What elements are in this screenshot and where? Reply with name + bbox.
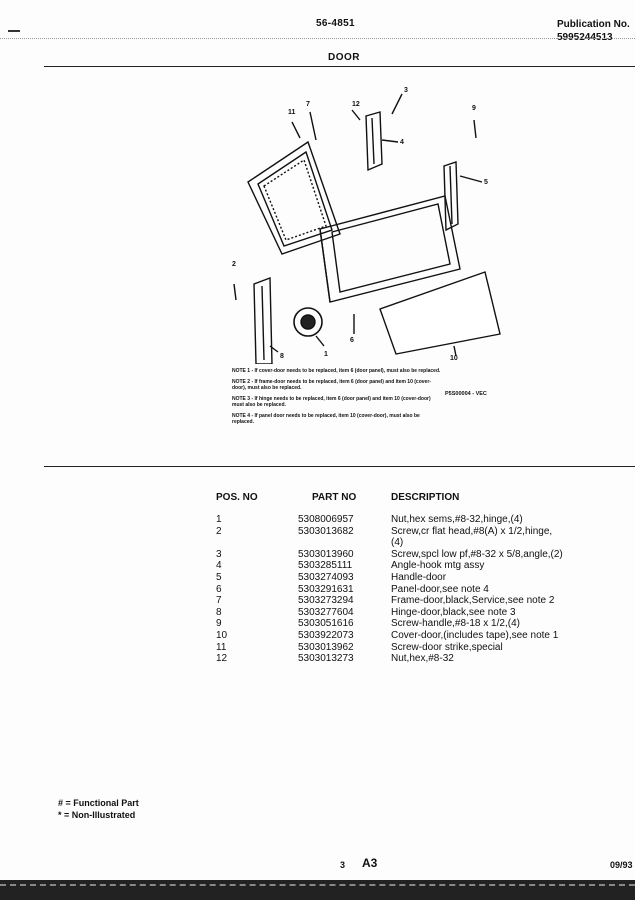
- diagram-notes: [232, 368, 442, 430]
- callout-3: 3: [404, 87, 408, 94]
- middle-rule: [44, 466, 635, 467]
- screw-part: [474, 120, 476, 138]
- description-cell: Nut,hex sems,#8-32,hinge,(4): [391, 514, 523, 525]
- pos-cell: 9: [216, 618, 222, 630]
- pos-cell: 7: [216, 595, 222, 607]
- part-number-cell: 5308006957: [298, 514, 354, 525]
- part-number-cell: 5303285111: [298, 560, 353, 572]
- description-cell: Frame-door,black,Service,see note 2: [391, 595, 555, 607]
- callout-7: 7: [306, 101, 310, 108]
- callout-6: 6: [350, 337, 354, 344]
- description-cell: Screw,spcl low pf,#8-32 x 5/8,angle,(2): [391, 548, 563, 560]
- part-number-cell: 5303013682: [298, 525, 354, 537]
- pos-cell: 3: [216, 548, 222, 560]
- scan-edge-dash: [0, 884, 635, 886]
- corner-mark: [8, 30, 20, 32]
- callout-10: 10: [450, 355, 458, 362]
- screw-part: [234, 284, 236, 300]
- part-number-cell: 5303013962: [298, 641, 354, 653]
- pos-cell: 2: [216, 525, 222, 537]
- part-number-cell: 5303051616: [298, 618, 354, 630]
- publication-label: Publication No.: [557, 19, 630, 30]
- callout-8: 8: [280, 353, 284, 360]
- description-cell: Cover-door,(includes tape),see note 1: [391, 630, 559, 641]
- publication-info: [557, 18, 630, 44]
- handle-part: [444, 162, 458, 230]
- dotted-divider: [0, 38, 635, 39]
- pos-cell: 4: [216, 560, 222, 572]
- screw-part: [292, 122, 300, 138]
- description-cell: Nut,hex,#8-32: [391, 653, 454, 665]
- publication-date: 09/93: [610, 860, 633, 870]
- pos-cell: 11: [216, 641, 227, 653]
- callout-11: 11: [288, 109, 296, 116]
- pos-cell: 5: [216, 572, 222, 583]
- part-number-cell: 5303277604: [298, 606, 354, 618]
- callout-9: 9: [472, 105, 476, 112]
- description-cell: (4): [391, 537, 404, 549]
- scan-edge-band: [0, 880, 635, 900]
- note-3: NOTE 3 - If hinge needs to be replaced, item 6 (door panel) and item 10 (cover-door) must also be replaced.: [232, 396, 431, 408]
- frame-door-part: [248, 142, 340, 254]
- part-number-cell: 5303273294: [298, 595, 354, 607]
- callout-4: 4: [400, 139, 404, 146]
- pos-cell: 1: [216, 514, 222, 525]
- panel-door-part: [320, 196, 460, 302]
- legend-functional: # = Functional Part: [58, 798, 139, 808]
- callout-5: 5: [484, 179, 488, 186]
- callout-1: 1: [324, 351, 328, 358]
- pos-cell: 8: [216, 606, 222, 618]
- note-1: NOTE 1 - If cover-door needs to be replaced, item 6 (door panel), must also be replaced.: [232, 368, 441, 374]
- part-number-cell: 5303291631: [298, 583, 354, 595]
- callout-12: 12: [352, 101, 360, 108]
- section-title: DOOR: [328, 52, 360, 63]
- hinge-part: [254, 278, 272, 364]
- description-cell: Screw-door strike,special: [391, 641, 503, 653]
- note-4: NOTE 4 - If panel door needs to be replaced, item 10 (cover-door), must also be replaced.: [232, 413, 420, 425]
- description-cell: Hinge-door,black,see note 3: [391, 606, 516, 618]
- description-cell: Screw,cr flat head,#8(A) x 1/2,hinge,: [391, 525, 553, 537]
- description-cell: Screw-handle,#8-18 x 1/2,(4): [391, 618, 520, 630]
- description-cell: Panel-door,see note 4: [391, 583, 489, 595]
- col-header-pos: POS. NO: [216, 492, 258, 503]
- part-number-cell: 5303274093: [298, 572, 354, 583]
- section-code: A3: [362, 856, 378, 870]
- page-number: 3: [340, 860, 346, 870]
- top-rule: [44, 66, 635, 67]
- part-number-cell: 5303922073: [298, 630, 354, 641]
- diagram-code: P5S00004 - VEC: [445, 391, 487, 397]
- pos-cell: 12: [216, 653, 228, 665]
- nut-detail-part: [294, 308, 322, 336]
- legend: [58, 797, 139, 821]
- legend-non-illustrated: * = Non-Illustrated: [58, 810, 136, 820]
- part-number-cell: 5303013960: [298, 548, 354, 560]
- note-2: NOTE 2 - If frame-door needs to be replaced, item 6 (door panel) and item 10 (cover-door), must also be replaced.: [232, 379, 431, 391]
- callout-2: 2: [232, 261, 236, 268]
- angle-hook-part: [366, 112, 382, 170]
- description-cell: Angle-hook mtg assy: [391, 560, 485, 572]
- publication-number: 5995244513: [557, 32, 613, 43]
- exploded-door-diagram: [220, 84, 520, 364]
- pos-cell: 6: [216, 583, 222, 595]
- col-header-desc: DESCRIPTION: [391, 492, 460, 503]
- pos-cell: 10: [216, 630, 228, 641]
- description-cell: Handle-door: [391, 572, 447, 583]
- col-header-part: PART NO: [312, 492, 357, 503]
- part-number-cell: 5303013273: [298, 653, 354, 665]
- model-number: 56-4851: [316, 18, 355, 29]
